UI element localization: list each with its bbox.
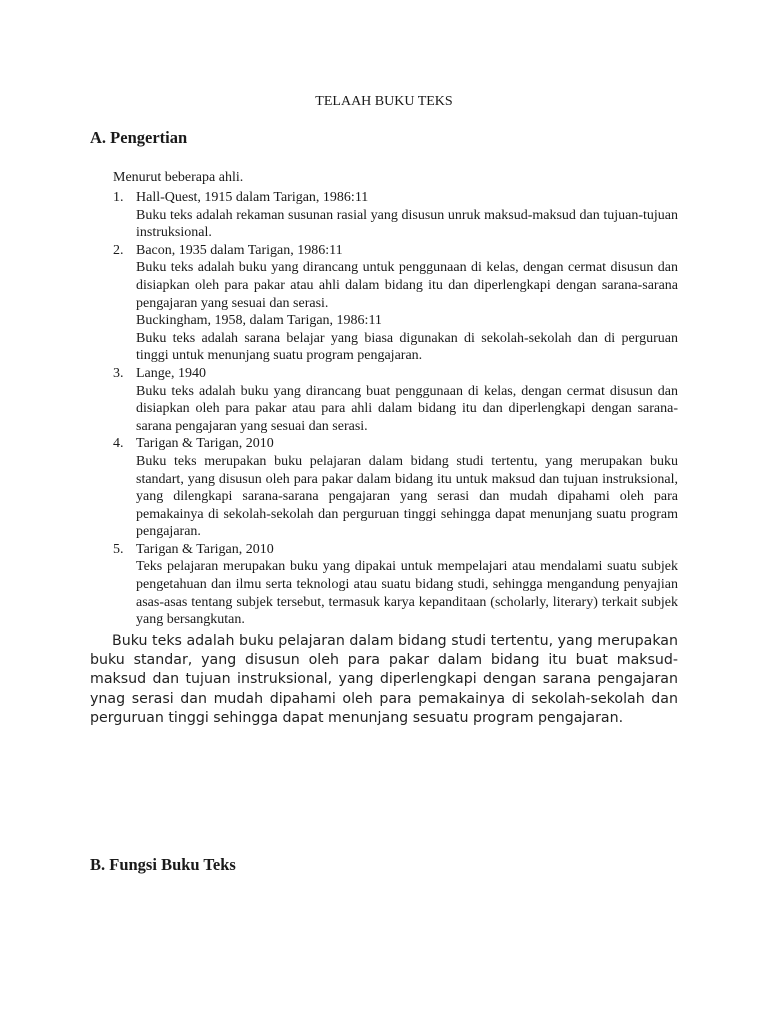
list-item [113, 435, 678, 541]
definition-list [113, 189, 678, 629]
list-item [113, 541, 678, 629]
definition-text: Buku teks merupakan buku pelajaran dalam bidang studi tertentu, yang merupakan buku standart, yang disusun oleh para pakar dalam bidang itu untuk maksud dan tujuan instruksional, yang dilengkapi sarana-sarana pengajaran yang serasi dan mudah dipahami oleh para pemakainya di sekolah-sekolah dan perguruan tinggi sehingga dapat menunjang suatu program pengajaran. [136, 453, 678, 540]
list-number: 1. [113, 190, 124, 205]
list-number: 5. [113, 541, 124, 557]
definition-text: Buku teks adalah buku yang dirancang untuk penggunaan di kelas, dengan cermat disusun dan disiapkan oleh para pakar atau ahli dalam bidang itu dan diperlengkapi dengan sarana-sarana pengajaran yang sesuai dan serasi. [136, 260, 678, 311]
definition-text: Teks pelajaran merupakan buku yang dipakai untuk mempelajari atau mendalami suatu subjek pengetahuan dan ilmu serta teknologi atau suatu bidang studi, sehingga mengandung penyajian asas-asas tentang subjek tersebut, termasuk karya kepanditaan (scholarly, literary) terkait subjek yang bersangkutan. [136, 559, 678, 628]
intro-text: Menurut beberapa ahli. [113, 170, 244, 185]
citation: Bacon, 1935 dalam Tarigan, 1986:11 [136, 242, 343, 258]
list-number: 2. [113, 242, 124, 258]
citation: Buckingham, 1958, dalam Tarigan, 1986:11 [136, 313, 382, 329]
citation: Lange, 1940 [136, 365, 206, 381]
summary-paragraph: Buku teks adalah buku pelajaran dalam bidang studi tertentu, yang merupakan buku standar, yang disusun oleh para pakar dalam bidang itu buat maksud-maksud dan tujuan instruksional, yang diperlengkapi dengan sarana pengajaran ynag serasi dan mudah dipahami oleh para pemakainya di sekolah-sekolah dan perguruan tinggi sehingga dapat menunjang sesuatu program pengajaran. [90, 633, 678, 726]
citation: Hall-Quest, 1915 dalam Tarigan, 1986:11 [136, 190, 369, 205]
list-item [113, 242, 678, 365]
definition-text: Buku teks adalah sarana belajar yang biasa digunakan di sekolah-sekolah dan di perguruan tinggi untuk menunjang suatu program pengajaran. [136, 330, 678, 364]
citation: Tarigan & Tarigan, 2010 [136, 541, 274, 557]
list-item [113, 365, 678, 435]
citation: Tarigan & Tarigan, 2010 [136, 436, 274, 452]
list-number: 3. [113, 365, 124, 381]
list-item [113, 189, 678, 242]
section-heading-pengertian: A. Pengertian [90, 128, 188, 147]
document-title: TELAAH BUKU TEKS [315, 94, 453, 109]
section-heading-fungsi: B. Fungsi Buku Teks [90, 855, 236, 874]
definition-text: Buku teks adalah buku yang dirancang buat penggunaan di kelas, dengan cermat disusun dan disiapkan oleh para pakar atau para ahli dalam bidang itu dan diperlengkapi dengan sarana-sarana pengajaran yang sesuai dan serasi. [136, 383, 678, 434]
list-number: 4. [113, 436, 124, 452]
definition-text: Buku teks adalah rekaman susunan rasial yang disusun unruk maksud-maksud dan tujuan-tujuan instruksional. [136, 207, 678, 241]
